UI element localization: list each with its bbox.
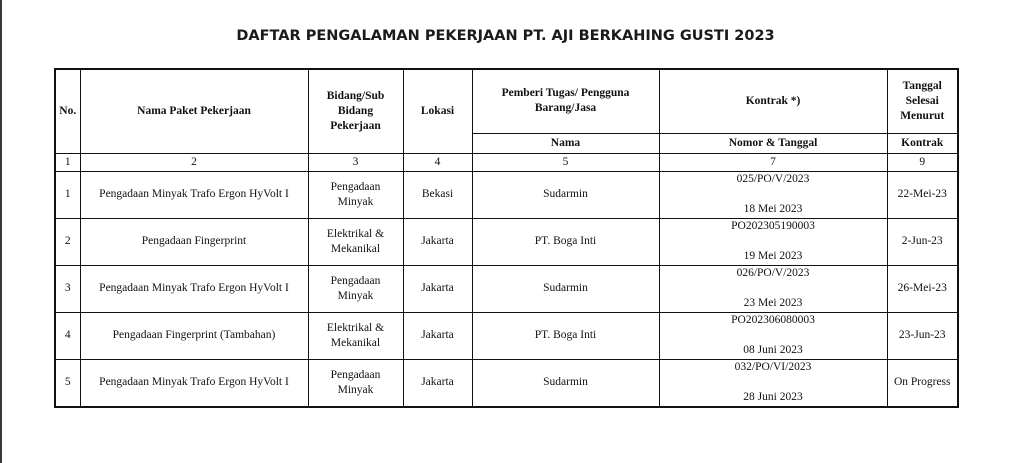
cell-pemberi-tugas: Sudarmin: [472, 171, 659, 218]
cell-bidang: Pengadaan Minyak: [308, 265, 403, 312]
header-pemberi-tugas-nama: Nama: [472, 133, 659, 153]
column-number: 5: [472, 153, 659, 171]
cell-tanggal-selesai: 22-Mei-23: [887, 171, 958, 218]
column-number: 2: [80, 153, 308, 171]
cell-kontrak: [659, 171, 887, 218]
column-number: 3: [308, 153, 403, 171]
header-kontrak: Kontrak *): [659, 69, 887, 133]
experience-table: [54, 68, 959, 408]
cell-pemberi-tugas: Sudarmin: [472, 359, 659, 407]
column-number: 9: [887, 153, 958, 171]
cell-lokasi: Jakarta: [403, 265, 472, 312]
contract-number: PO202305190003: [731, 219, 815, 232]
cell-kontrak: [659, 218, 887, 265]
cell-nama-paket: Pengadaan Minyak Trafo Ergon HyVolt I: [80, 171, 308, 218]
column-number-row: [55, 153, 958, 171]
contract-date: 23 Mei 2023: [743, 296, 803, 309]
contract-number: 026/PO/V/2023: [736, 266, 810, 279]
cell-lokasi: Jakarta: [403, 218, 472, 265]
contract-date: 18 Mei 2023: [743, 202, 803, 215]
cell-bidang: Pengadaan Minyak: [308, 171, 403, 218]
cell-nama-paket: Pengadaan Minyak Trafo Ergon HyVolt I: [80, 265, 308, 312]
table-row: [55, 359, 958, 407]
cell-bidang: Elektrikal & Mekanikal: [308, 218, 403, 265]
cell-bidang: Pengadaan Minyak: [308, 359, 403, 407]
cell-nama-paket: Pengadaan Fingerprint (Tambahan): [80, 312, 308, 359]
cell-lokasi: Jakarta: [403, 312, 472, 359]
table-header: [55, 69, 958, 153]
cell-nama-paket: Pengadaan Fingerprint: [80, 218, 308, 265]
cell-lokasi: Jakarta: [403, 359, 472, 407]
column-number: 7: [659, 153, 887, 171]
contract-date: 19 Mei 2023: [743, 249, 803, 262]
cell-tanggal-selesai: 26-Mei-23: [887, 265, 958, 312]
cell-kontrak: [659, 359, 887, 407]
header-kontrak-nomor-tanggal: Nomor & Tanggal: [659, 133, 887, 153]
document-title: DAFTAR PENGALAMAN PEKERJAAN PT. AJI BERKAHING GUSTI 2023: [236, 28, 775, 44]
cell-nama-paket: Pengadaan Minyak Trafo Ergon HyVolt I: [80, 359, 308, 407]
cell-tanggal-selesai: 23-Jun-23: [887, 312, 958, 359]
header-lokasi: Lokasi: [403, 69, 472, 153]
cell-no: 5: [55, 359, 80, 407]
contract-number: PO202306080003: [731, 313, 815, 326]
cell-tanggal-selesai: 2-Jun-23: [887, 218, 958, 265]
cell-no: 3: [55, 265, 80, 312]
cell-no: 2: [55, 218, 80, 265]
header-pemberi-tugas: Pemberi Tugas/ Pengguna Barang/Jasa: [472, 69, 659, 133]
page-left-border: [0, 0, 2, 463]
header-nama-paket: Nama Paket Pekerjaan: [80, 69, 308, 153]
cell-no: 4: [55, 312, 80, 359]
table-row: [55, 312, 958, 359]
contract-number: 025/PO/V/2023: [736, 172, 810, 185]
column-number: 4: [403, 153, 472, 171]
header-bidang: Bidang/Sub Bidang Pekerjaan: [308, 69, 403, 153]
cell-lokasi: Bekasi: [403, 171, 472, 218]
table-body: [55, 153, 958, 407]
header-tanggal-selesai-kontrak: Kontrak: [887, 133, 958, 153]
table-row: [55, 218, 958, 265]
cell-no: 1: [55, 171, 80, 218]
cell-pemberi-tugas: PT. Boga Inti: [472, 218, 659, 265]
cell-kontrak: [659, 312, 887, 359]
cell-kontrak: [659, 265, 887, 312]
cell-pemberi-tugas: Sudarmin: [472, 265, 659, 312]
contract-date: 28 Juni 2023: [743, 390, 803, 403]
header-no: No.: [55, 69, 80, 153]
contract-number: 032/PO/VI/2023: [734, 360, 812, 373]
cell-tanggal-selesai: On Progress: [887, 359, 958, 407]
table-row: [55, 171, 958, 218]
column-number: 1: [55, 153, 80, 171]
cell-pemberi-tugas: PT. Boga Inti: [472, 312, 659, 359]
table-row: [55, 265, 958, 312]
header-tanggal-selesai: Tanggal Selesai Menurut: [887, 69, 958, 133]
contract-date: 08 Juni 2023: [743, 343, 803, 356]
cell-bidang: Elektrikal & Mekanikal: [308, 312, 403, 359]
